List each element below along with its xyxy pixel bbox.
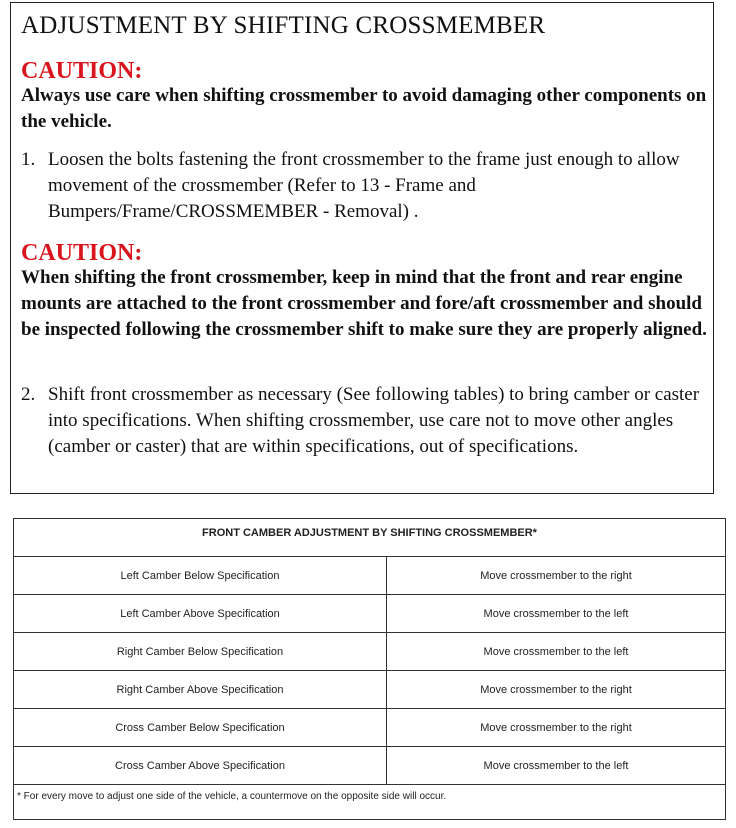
- step-1-number: 1.: [21, 149, 36, 170]
- camber-adjustment-table: [13, 518, 726, 820]
- step-1: [21, 147, 709, 225]
- step-2-number: 2.: [21, 384, 36, 405]
- caution-label-2: CAUTION:: [21, 240, 143, 266]
- table-row: [14, 595, 725, 633]
- action-cell: Move crossmember to the right: [480, 683, 632, 696]
- action-cell: Move crossmember to the right: [480, 569, 632, 582]
- table-footnote: * For every move to adjust one side of the vehicle, a countermove on the opposite side will occur.: [17, 791, 447, 802]
- step-2-text: Shift front crossmember as necessary (See following tables) to bring camber or caster into specifications. When shifting crossmember, use care not to move other angles (camber or caster) that are within specifications, out of specifications.: [48, 384, 700, 457]
- step-1-text: Loosen the bolts fastening the front crossmember to the frame just enough to allow movement of the crossmember (Refer to 13 - Frame and Bumpers/Frame/CROSSMEMBER - Removal) .: [48, 149, 680, 222]
- action-cell: Move crossmember to the left: [483, 759, 629, 772]
- caution-text-1: Always use care when shifting crossmember to avoid damaging other components on the vehicle.: [21, 85, 707, 132]
- action-cell: Move crossmember to the left: [483, 607, 629, 620]
- condition-cell: Left Camber Above Specification: [14, 595, 387, 632]
- condition-cell: Right Camber Below Specification: [14, 633, 387, 670]
- condition-cell: Right Camber Above Specification: [14, 671, 387, 708]
- table-row: [14, 671, 725, 709]
- procedure-panel: [10, 2, 714, 494]
- caution-label-1: CAUTION:: [21, 58, 143, 84]
- action-cell: Move crossmember to the left: [483, 645, 629, 658]
- action-cell: Move crossmember to the right: [480, 721, 632, 734]
- table-row: [14, 557, 725, 595]
- caution-text-2: When shifting the front crossmember, keep in mind that the front and rear engine mounts are attached to the front crossmember and fore/aft crossmember and should be inspected following the crossmember shift to make sure they are properly aligned.: [21, 267, 707, 340]
- condition-cell: Left Camber Below Specification: [14, 557, 387, 594]
- table-header: FRONT CAMBER ADJUSTMENT BY SHIFTING CROSSMEMBER*: [14, 519, 725, 557]
- condition-cell: Cross Camber Below Specification: [14, 709, 387, 746]
- table-row: [14, 633, 725, 671]
- condition-cell: Cross Camber Above Specification: [14, 747, 387, 784]
- table-row: [14, 709, 725, 747]
- table-row: [14, 747, 725, 785]
- page-title: ADJUSTMENT BY SHIFTING CROSSMEMBER: [21, 12, 546, 39]
- step-2: [21, 382, 709, 460]
